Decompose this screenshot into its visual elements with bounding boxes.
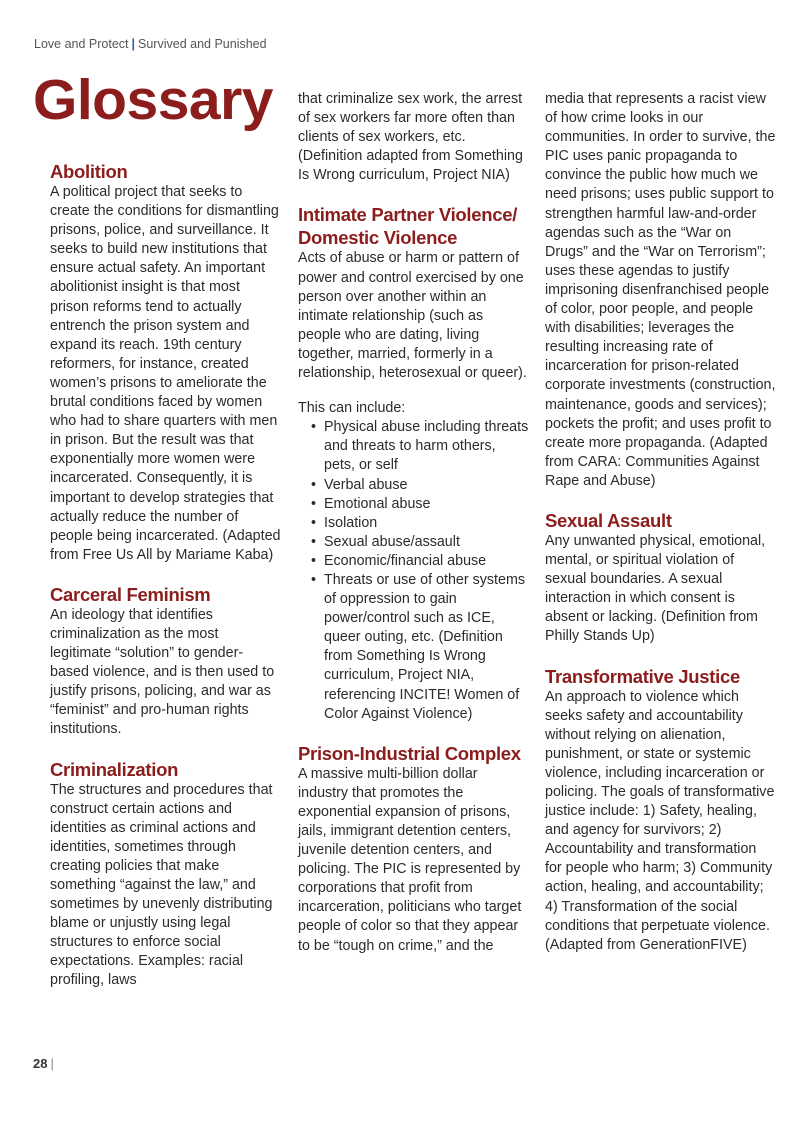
definition-carceral-feminism: An ideology that identifies criminalization as the most legitimate “solution” to gender-based violence, and is then used to justify prisons, policing, and war as “feminist” and pro-human rights institutions. bbox=[50, 606, 275, 738]
list-item: • Sexual abuse/assault bbox=[324, 533, 530, 552]
definition-criminalization-continued: that criminalize sex work, the arrest of sex workers far more often than clients of sex workers, etc. (Definition adapted from Something Is Wrong curriculum, Project NIA) bbox=[298, 91, 523, 184]
ipv-bullet-list bbox=[298, 418, 530, 724]
page-title: Glossary bbox=[33, 68, 273, 132]
column-3 bbox=[545, 90, 777, 955]
footer-separator: | bbox=[50, 1056, 54, 1071]
definition-prison-industrial-complex-continued: media that represents a racist view of how crime looks in our communities. In order to survive, the PIC uses panic propaganda to convince the public how much we need prisons; uses public support to strengthen harmful law-and-order agendas such as the “War on Drugs” and the “War on Terrorism”; uses these agendas to justify imprisoning disenfranchised people of color, poor people, and people with disabilities; leverages the resulting increasing rate of incarceration for prison-related corporate investments (construction, maintenance, goods and services); pockets the profit; and uses profit to create more propaganda. (Adapted from CARA: Communities Against Rape and Abuse) bbox=[545, 91, 776, 489]
definition-intimate-partner-violence: Acts of abuse or harm or pattern of power and control exercised by one person over another within an intimate relationship (such as people who are dating, living together, married, formerly in a relationship, heterosexual or queer). bbox=[298, 250, 527, 382]
term-abolition: Abolition bbox=[50, 161, 128, 182]
list-item: • Isolation bbox=[324, 514, 530, 533]
term-criminalization: Criminalization bbox=[50, 758, 179, 780]
list-item: • Emotional abuse bbox=[324, 495, 530, 514]
header-separator: | bbox=[131, 37, 136, 51]
column-1 bbox=[50, 160, 282, 991]
definition-criminalization: The structures and procedures that construct certain actions and identities as criminal actions and identities, sometimes through creating policies that make something “against the law,” and sometimes by unevenly distributing blame or unjustly using legal structures to enforce social expectations. Examples: racial profiling, laws bbox=[50, 781, 273, 989]
term-prison-industrial-complex: Prison-Industrial Complex bbox=[298, 742, 521, 764]
list-item: • Verbal abuse bbox=[324, 476, 530, 495]
list-item: • Economic/financial abuse bbox=[324, 552, 530, 571]
term-intimate-partner-violence: Intimate Partner Violence/ Domestic Violence bbox=[298, 204, 518, 249]
list-item: • Physical abuse including threats and threats to harm others, pets, or self bbox=[324, 418, 530, 475]
definition-abolition: A political project that seeks to create the conditions for dismantling prisons, police, and surveillance. It seeks to build new institutions that ensure actual safety. An important abolitionist insight is that most prison reforms tend to actually entrench the prison system and expand its reach. 19th century reformers, for instance, created women’s prisons to ameliorate the brutal conditions faced by women who had to share quarters with men in prison. But the result was that exponentially more women were incarcerated. Consequently, it is important to develop strategies that actually reduce the number of people being incarcerated. (Adapted from Free Us All by Mariame Kaba) bbox=[50, 184, 281, 563]
header-publication-title: Love and Protect bbox=[34, 37, 129, 51]
page-number: 28 bbox=[33, 1056, 48, 1071]
header-section-title: Survived and Punished bbox=[138, 37, 267, 51]
definition-prison-industrial-complex: A massive multi-billion dollar industry that promotes the exponential expansion of prisons, jails, immigrant detention centers, juvenile detention centers, and policing. The PIC is represented by corporations that profit from incarceration, politicians who target people of color so that they appear to be “tough on crime,” and the bbox=[298, 765, 522, 954]
definition-transformative-justice: An approach to violence which seeks safety and accountability without relying on alienation, punishment, or state or systemic violence, including incarceration or policing. The goals of transformative justice include: 1) Safety, healing, and agency for survivors; 2) Accountability and transformation for people who harm; 3) Community action, healing, and accountability; 4) Transformation of the social conditions that perpetuate violence. (Adapted from GenerationFIVE) bbox=[545, 688, 775, 953]
term-transformative-justice: Transformative Justice bbox=[545, 665, 740, 687]
column-2 bbox=[298, 90, 530, 956]
term-carceral-feminism: Carceral Feminism bbox=[50, 583, 211, 605]
page-footer bbox=[33, 1056, 54, 1071]
definition-sexual-assault: Any unwanted physical, emotional, mental, or spiritual violation of sexual boundaries. A sexual interaction in which consent is absent or lacking. (Definition from Philly Stands Up) bbox=[545, 532, 766, 645]
running-header bbox=[34, 37, 267, 51]
list-item: • Threats or use of other systems of oppression to gain power/control such as ICE, queer outing, etc. (Definition from Something Is Wrong curriculum, Project NIA, referencing INCITE! Women of Color Against Violence) bbox=[324, 571, 530, 724]
ipv-list-intro: This can include: bbox=[298, 400, 406, 417]
term-sexual-assault: Sexual Assault bbox=[545, 509, 672, 531]
